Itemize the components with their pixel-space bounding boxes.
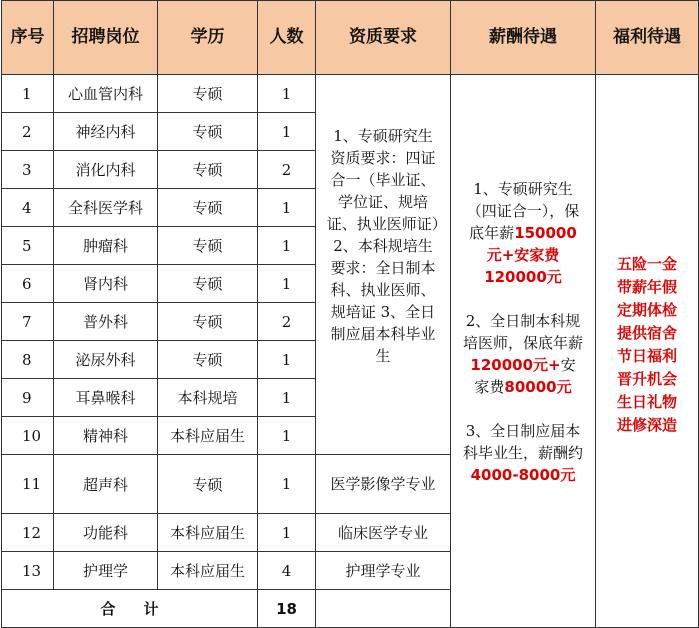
salary-item-1-text: 1、专硕研究生（四证合一），保底年薪 — [466, 180, 580, 242]
row-number: 5 — [2, 227, 54, 265]
headcount: 1 — [258, 113, 316, 151]
education: 专硕 — [158, 151, 258, 189]
salary-item-2-fee: 80000元 — [504, 378, 572, 396]
headcount: 4 — [258, 552, 316, 590]
header-count: 人数 — [258, 1, 316, 75]
post-name: 全科医学科 — [54, 189, 158, 227]
education: 专硕 — [158, 265, 258, 303]
post-name: 消化内科 — [54, 151, 158, 189]
education: 专硕 — [158, 303, 258, 341]
row-number: 3 — [2, 151, 54, 189]
table-row — [2, 75, 699, 113]
qualification-main — [316, 75, 451, 455]
headcount: 1 — [258, 455, 316, 514]
post-name: 普外科 — [54, 303, 158, 341]
row-number: 9 — [2, 379, 54, 417]
qualification-row13: 护理学专业 — [316, 552, 451, 590]
headcount: 1 — [258, 75, 316, 113]
salary-item-1 — [463, 178, 583, 288]
education: 专硕 — [158, 341, 258, 379]
salary-item-2-text: 2、全日制本科规培医师，保底年薪 — [463, 312, 584, 352]
post-name: 精神科 — [54, 417, 158, 455]
post-name: 泌尿外科 — [54, 341, 158, 379]
welfare-cell: 五险一金带薪年假定期体检提供宿舍节日福利晋升机会生日礼物进修深造 — [596, 75, 699, 628]
headcount: 1 — [258, 379, 316, 417]
total-value: 18 — [258, 590, 316, 628]
headcount: 2 — [258, 303, 316, 341]
post-name: 耳鼻喉科 — [54, 379, 158, 417]
qualification-row11: 医学影像学专业 — [316, 455, 451, 514]
headcount: 2 — [258, 151, 316, 189]
header-no: 序号 — [2, 1, 54, 75]
row-number: 11 — [2, 455, 54, 514]
education: 专硕 — [158, 189, 258, 227]
salary-cell — [451, 75, 596, 628]
education: 专硕 — [158, 227, 258, 265]
row-number: 6 — [2, 265, 54, 303]
headcount: 1 — [258, 189, 316, 227]
qualification-text: 1、专硕研究生资质要求：四证合一（毕业证、学位证、规培证、执业医师证）2、本科规培生要求：全日制本科、执业医师、规培证 3、全日制应届本科毕业生 — [326, 127, 440, 365]
row-number: 12 — [2, 514, 54, 552]
row-number: 10 — [2, 417, 54, 455]
salary-item-3-amount: 4000-8000元 — [470, 466, 576, 484]
salary-item-2 — [463, 310, 583, 398]
row-number: 13 — [2, 552, 54, 590]
salary-item-2-text2: 安家费 — [474, 356, 576, 396]
salary-item-1-amount: 150000元+安家费120000元 — [484, 224, 577, 286]
education: 专硕 — [158, 75, 258, 113]
post-name: 肾内科 — [54, 265, 158, 303]
education: 本科规培 — [158, 379, 258, 417]
headcount: 1 — [258, 417, 316, 455]
row-number: 8 — [2, 341, 54, 379]
total-label: 合计 — [2, 590, 258, 628]
header-salary: 薪酬待遇 — [451, 1, 596, 75]
salary-item-2-amount: 120000元+ — [470, 356, 561, 374]
education: 专硕 — [158, 455, 258, 514]
post-name: 护理学 — [54, 552, 158, 590]
salary-item-3 — [463, 420, 583, 486]
header-row — [2, 1, 699, 75]
header-education: 学历 — [158, 1, 258, 75]
row-number: 2 — [2, 113, 54, 151]
education: 本科应届生 — [158, 417, 258, 455]
qualification-row12: 临床医学专业 — [316, 514, 451, 552]
headcount: 1 — [258, 227, 316, 265]
header-post: 招聘岗位 — [54, 1, 158, 75]
education: 本科应届生 — [158, 514, 258, 552]
salary-item-3-text: 3、全日制应届本科毕业生，薪酬约 — [463, 422, 584, 462]
header-qualification: 资质要求 — [316, 1, 451, 75]
post-name: 心血管内科 — [54, 75, 158, 113]
row-number: 1 — [2, 75, 54, 113]
recruitment-table — [1, 0, 699, 628]
header-welfare: 福利待遇 — [596, 1, 699, 75]
post-name: 肿瘤科 — [54, 227, 158, 265]
post-name: 神经内科 — [54, 113, 158, 151]
headcount: 1 — [258, 514, 316, 552]
post-name: 功能科 — [54, 514, 158, 552]
headcount: 1 — [258, 341, 316, 379]
education: 本科应届生 — [158, 552, 258, 590]
row-number: 7 — [2, 303, 54, 341]
education: 专硕 — [158, 113, 258, 151]
post-name: 超声科 — [54, 455, 158, 514]
total-blank — [316, 590, 451, 628]
row-number: 4 — [2, 189, 54, 227]
headcount: 1 — [258, 265, 316, 303]
